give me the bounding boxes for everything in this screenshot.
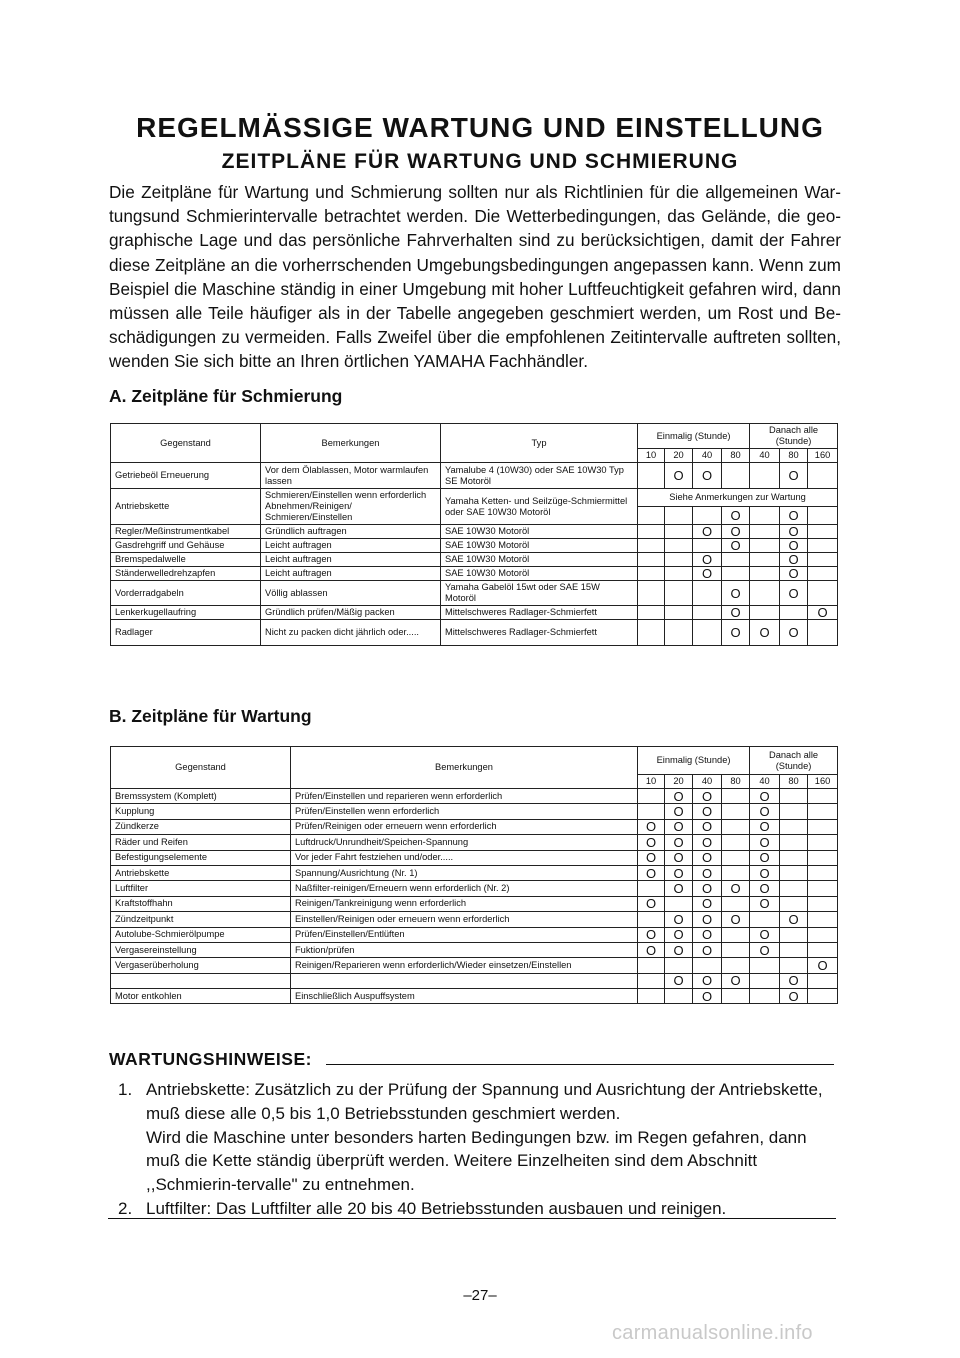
mark-cell xyxy=(665,539,693,553)
item-cell xyxy=(111,973,291,988)
table-row xyxy=(111,804,838,819)
hour-cell: 160 xyxy=(808,449,838,463)
mark-cell xyxy=(722,804,750,819)
mark-cell xyxy=(665,567,693,581)
page-title: REGELMÄSSIGE WARTUNG UND EINSTELLUNG xyxy=(136,112,824,143)
mark-cell xyxy=(808,850,838,865)
mark-cell xyxy=(780,896,808,911)
mark-cell: O xyxy=(665,973,693,988)
hour-cell: 160 xyxy=(808,775,838,789)
mark-cell: O xyxy=(780,463,808,489)
mark-cell xyxy=(693,539,722,553)
lubrication-schedule-table xyxy=(110,423,838,646)
mark-cell xyxy=(665,896,693,911)
table-row xyxy=(111,912,838,927)
mark-cell xyxy=(665,553,693,567)
watermark: carmanualsonline.info xyxy=(612,1322,813,1344)
table-row xyxy=(111,539,838,553)
mark-cell xyxy=(780,881,808,896)
item-cell: Lenkerkugellaufring xyxy=(111,606,261,620)
mark-cell xyxy=(808,912,838,927)
item-cell: Kraftstoffhahn xyxy=(111,896,291,911)
mark-cell xyxy=(780,606,808,620)
mark-cell xyxy=(808,881,838,896)
mark-cell xyxy=(665,989,693,1004)
item-cell: Radlager xyxy=(111,620,261,646)
table-row xyxy=(111,525,838,539)
table-row xyxy=(111,581,838,606)
mark-cell xyxy=(808,539,838,553)
mark-cell xyxy=(808,865,838,880)
table-row xyxy=(111,819,838,834)
mark-cell: O xyxy=(780,989,808,1004)
item-cell: Zündzeitpunkt xyxy=(111,912,291,927)
item-cell: Bremspedalwelle xyxy=(111,553,261,567)
mark-cell xyxy=(780,804,808,819)
mark-cell: O xyxy=(638,927,665,942)
remarks-cell: Leicht auftragen xyxy=(261,553,441,567)
mark-cell: O xyxy=(750,819,780,834)
mark-cell xyxy=(722,553,750,567)
mark-cell xyxy=(808,973,838,988)
mark-cell xyxy=(780,865,808,880)
mark-cell xyxy=(808,463,838,489)
mark-cell: O xyxy=(638,865,665,880)
mark-cell: O xyxy=(722,881,750,896)
mark-cell xyxy=(722,567,750,581)
mark-cell xyxy=(808,942,838,957)
mark-cell xyxy=(638,581,665,606)
item-cell: Bremssystem (Komplett) xyxy=(111,789,291,804)
hour-cell: 80 xyxy=(780,775,808,789)
mark-cell xyxy=(750,507,780,525)
mark-cell xyxy=(750,958,780,973)
mark-cell xyxy=(638,989,665,1004)
type-cell: SAE 10W30 Motoröl xyxy=(441,567,638,581)
header-item: Gegenstand xyxy=(111,747,291,789)
item-cell: Kupplung xyxy=(111,804,291,819)
mark-cell: O xyxy=(780,507,808,525)
type-cell: SAE 10W30 Motoröl xyxy=(441,539,638,553)
type-cell: Yamaha Gabelöl 15wt oder SAE 15W Motoröl xyxy=(441,581,638,606)
type-cell: Yamaha Ketten- und Seilzüge-Schmiermittel oder SAE 10W30 Motoröl xyxy=(441,489,638,525)
mark-cell xyxy=(780,942,808,957)
mark-cell xyxy=(808,620,838,646)
mark-cell xyxy=(665,958,693,973)
table-row xyxy=(111,463,838,489)
mark-cell xyxy=(638,789,665,804)
item-cell: Gasdrehgriff und Gehäuse xyxy=(111,539,261,553)
remarks-cell: Schmieren/Einstellen wenn erforderlich Abnehmen/Reinigen/ Schmieren/Einstellen xyxy=(261,489,441,525)
mark-cell: O xyxy=(665,850,693,865)
mark-cell: O xyxy=(722,581,750,606)
mark-cell: O xyxy=(665,804,693,819)
mark-cell xyxy=(808,553,838,567)
remarks-cell: Leicht auftragen xyxy=(261,539,441,553)
mark-cell xyxy=(808,789,838,804)
mark-cell: O xyxy=(750,789,780,804)
item-cell: Räder und Reifen xyxy=(111,835,291,850)
mark-cell xyxy=(808,581,838,606)
hour-cell: 80 xyxy=(722,775,750,789)
mark-cell: O xyxy=(665,463,693,489)
hour-cell: 20 xyxy=(665,449,693,463)
mark-cell xyxy=(808,567,838,581)
mark-cell xyxy=(638,507,665,525)
mark-cell xyxy=(750,912,780,927)
mark-cell xyxy=(808,927,838,942)
mark-cell xyxy=(638,525,665,539)
table-row xyxy=(111,865,838,880)
mark-cell: O xyxy=(750,620,780,646)
mark-cell xyxy=(693,507,722,525)
note-text-continued: Wird die Maschine unter besonders harten Bedingungen bzw. im Regen gefahren, dann muß die Kette ständig überprüft werden. Weitere Einzelheiten sind dem Abschnitt ,,Schmierin-tervalle" zu entnehmen. xyxy=(146,1127,807,1195)
header-after: Danach alle (Stunde) xyxy=(750,424,838,449)
intro-paragraph: Die Zeitpläne für Wartung und Schmierung sollten nur als Richtlinien für die allgemeinen War-tungsund Schmierintervalle betrachtet werden. Die Wetterbedingungen, das Gelände, die geo-graphische Lage und das persönliche Fahrverhalten sind zu berücksichtigen, damit der Fahrer diese Zeitpläne an die vorherrschenden Umgebungsbedingungen angepassen kann. Wenn zum Beispiel die Maschine ständig in einer Umgebung mit hoher Luftfeuchtigkeit gefahren wird, dann müssen alle Teile häufiger als in der Tabelle angegeben geschmiert werden, um Rost und Be-schädigungen zu vermeiden. Falls Zweifel über die empfohlenen Zeitintervalle auftreten sollten, wenden Sie sich bitte an Ihren örtlichen YAMAHA Fachhändler. xyxy=(109,182,841,372)
mark-cell: O xyxy=(693,850,722,865)
hour-cell: 40 xyxy=(693,775,722,789)
mark-cell: O xyxy=(693,927,722,942)
note-text: Antriebskette: Zusätzlich zu der Prüfung der Spannung und Ausrichtung der Antriebskette, muß diese alle 0,5 bis 1,0 Betriebsstunden geschmiert werden. xyxy=(146,1080,823,1123)
mark-cell xyxy=(722,850,750,865)
hour-cell: 40 xyxy=(750,775,780,789)
mark-cell: O xyxy=(780,973,808,988)
mark-cell xyxy=(750,581,780,606)
mark-cell: O xyxy=(722,525,750,539)
table-row xyxy=(111,789,838,804)
type-cell: Mittelschweres Radlager-Schmierfett xyxy=(441,606,638,620)
note-text: Luftfilter: Das Luftfilter alle 20 bis 40 Betriebsstunden ausbauen und reinigen. xyxy=(146,1198,727,1218)
mark-cell: O xyxy=(693,881,722,896)
hour-cell: 10 xyxy=(638,775,665,789)
maintenance-notes xyxy=(118,1078,838,1221)
table-row xyxy=(111,567,838,581)
mark-cell: O xyxy=(665,942,693,957)
remarks-cell: Prüfen/Einstellen wenn erforderlich xyxy=(291,804,638,819)
mark-cell xyxy=(722,865,750,880)
mark-cell: O xyxy=(750,896,780,911)
mark-cell xyxy=(808,835,838,850)
mark-cell xyxy=(808,525,838,539)
notes-heading: WARTUNGSHINWEISE: xyxy=(109,1049,312,1069)
mark-cell: O xyxy=(780,912,808,927)
mark-cell: O xyxy=(693,896,722,911)
mark-cell xyxy=(638,606,665,620)
mark-cell xyxy=(638,620,665,646)
item-cell: Motor entkohlen xyxy=(111,989,291,1004)
hour-cell: 40 xyxy=(750,449,780,463)
remarks-cell: Einstellen/Reinigen oder erneuern wenn erforderlich xyxy=(291,912,638,927)
item-cell: Regler/Meßinstrumentkabel xyxy=(111,525,261,539)
mark-cell xyxy=(750,553,780,567)
hour-cell: 40 xyxy=(693,449,722,463)
type-cell: SAE 10W30 Motoröl xyxy=(441,553,638,567)
table-row xyxy=(111,606,838,620)
mark-cell xyxy=(750,463,780,489)
mark-cell: O xyxy=(750,850,780,865)
mark-cell: O xyxy=(780,539,808,553)
mark-cell: O xyxy=(808,958,838,973)
type-cell: Yamalube 4 (10W30) oder SAE 10W30 Typ SE Motoröl xyxy=(441,463,638,489)
mark-cell xyxy=(722,958,750,973)
type-cell: SAE 10W30 Motoröl xyxy=(441,525,638,539)
mark-cell: O xyxy=(693,567,722,581)
mark-cell: O xyxy=(750,881,780,896)
mark-cell xyxy=(665,606,693,620)
mark-cell: O xyxy=(750,835,780,850)
mark-cell: O xyxy=(693,912,722,927)
mark-cell xyxy=(638,912,665,927)
mark-cell: O xyxy=(750,927,780,942)
item-cell: Luftfilter xyxy=(111,881,291,896)
mark-cell xyxy=(722,896,750,911)
mark-cell: O xyxy=(780,525,808,539)
mark-cell xyxy=(722,819,750,834)
table-row xyxy=(111,553,838,567)
item-cell: Vergaserüberholung xyxy=(111,958,291,973)
mark-cell: O xyxy=(665,819,693,834)
mark-cell xyxy=(750,525,780,539)
mark-cell xyxy=(693,606,722,620)
mark-cell xyxy=(693,581,722,606)
mark-cell: O xyxy=(780,567,808,581)
remarks-cell: Prüfen/Reinigen oder erneuern wenn erforderlich xyxy=(291,819,638,834)
remarks-cell: Vor jeder Fahrt festziehen und/oder..... xyxy=(291,850,638,865)
bottom-rule xyxy=(108,1218,836,1219)
span-note-cell: Siehe Anmerkungen zur Wartung xyxy=(638,489,838,507)
mark-cell xyxy=(638,804,665,819)
table-row xyxy=(111,850,838,865)
mark-cell: O xyxy=(665,881,693,896)
mark-cell: O xyxy=(722,507,750,525)
notes-rule xyxy=(326,1064,834,1065)
table-row xyxy=(111,942,838,957)
item-cell: Antriebskette xyxy=(111,489,261,525)
item-cell: Vergasereinstellung xyxy=(111,942,291,957)
mark-cell: O xyxy=(808,606,838,620)
mark-cell: O xyxy=(638,819,665,834)
remarks-cell: Nicht zu packen dicht jährlich oder..... xyxy=(261,620,441,646)
mark-cell xyxy=(808,989,838,1004)
mark-cell xyxy=(808,507,838,525)
header-remarks: Bemerkungen xyxy=(291,747,638,789)
mark-cell xyxy=(722,927,750,942)
note-item xyxy=(118,1078,838,1197)
mark-cell: O xyxy=(693,865,722,880)
table-row xyxy=(111,835,838,850)
mark-cell xyxy=(722,789,750,804)
mark-cell xyxy=(808,804,838,819)
mark-cell: O xyxy=(750,942,780,957)
mark-cell xyxy=(722,989,750,1004)
mark-cell xyxy=(638,881,665,896)
mark-cell xyxy=(780,927,808,942)
mark-cell xyxy=(638,539,665,553)
mark-cell xyxy=(638,553,665,567)
mark-cell xyxy=(693,958,722,973)
mark-cell: O xyxy=(638,850,665,865)
remarks-cell: Spannung/Ausrichtung (Nr. 1) xyxy=(291,865,638,880)
table-row xyxy=(111,958,838,973)
section-b-heading: B. Zeitpläne für Wartung xyxy=(109,706,312,726)
header-after: Danach alle (Stunde) xyxy=(750,747,838,775)
remarks-cell: Völlig ablassen xyxy=(261,581,441,606)
mark-cell: O xyxy=(665,789,693,804)
item-cell: Ständerwelledrehzapfen xyxy=(111,567,261,581)
mark-cell: O xyxy=(780,553,808,567)
mark-cell: O xyxy=(780,620,808,646)
mark-cell: O xyxy=(693,525,722,539)
remarks-cell: Reinigen/Reparieren wenn erforderlich/Wieder einsetzen/Einstellen xyxy=(291,958,638,973)
mark-cell xyxy=(722,463,750,489)
mark-cell: O xyxy=(693,789,722,804)
mark-cell: O xyxy=(722,620,750,646)
item-cell: Getriebeöl Erneuerung xyxy=(111,463,261,489)
mark-cell xyxy=(722,942,750,957)
remarks-cell: Einschließlich Auspuffsystem xyxy=(291,989,638,1004)
mark-cell xyxy=(665,620,693,646)
mark-cell xyxy=(750,539,780,553)
section-a-heading: A. Zeitpläne für Schmierung xyxy=(109,386,343,406)
page-subtitle: ZEITPLÄNE FÜR WARTUNG UND SCHMIERUNG xyxy=(221,150,739,173)
table-row xyxy=(111,927,838,942)
mark-cell xyxy=(780,958,808,973)
header-once: Einmalig (Stunde) xyxy=(638,747,750,775)
mark-cell xyxy=(750,567,780,581)
mark-cell: O xyxy=(665,912,693,927)
item-cell: Autolube-Schmierölpumpe xyxy=(111,927,291,942)
table-row xyxy=(111,489,838,507)
mark-cell: O xyxy=(638,896,665,911)
mark-cell xyxy=(693,620,722,646)
remarks-cell: Fuktion/prüfen xyxy=(291,942,638,957)
mark-cell xyxy=(665,507,693,525)
item-cell: Befestigungselemente xyxy=(111,850,291,865)
remarks-cell: Luftdruck/Unrundheit/Speichen-Spannung xyxy=(291,835,638,850)
table-row xyxy=(111,973,838,988)
mark-cell xyxy=(808,896,838,911)
remarks-cell xyxy=(291,973,638,988)
mark-cell: O xyxy=(693,989,722,1004)
header-once: Einmalig (Stunde) xyxy=(638,424,750,449)
mark-cell: O xyxy=(693,973,722,988)
table-row xyxy=(111,881,838,896)
hour-cell: 80 xyxy=(780,449,808,463)
note-number: 1. xyxy=(118,1080,133,1099)
mark-cell xyxy=(638,567,665,581)
header-remarks: Bemerkungen xyxy=(261,424,441,463)
mark-cell: O xyxy=(665,835,693,850)
mark-cell: O xyxy=(638,835,665,850)
page-number: –27– xyxy=(463,1287,497,1304)
type-cell: Mittelschweres Radlager-Schmierfett xyxy=(441,620,638,646)
mark-cell xyxy=(750,973,780,988)
mark-cell: O xyxy=(693,942,722,957)
hour-cell: 10 xyxy=(638,449,665,463)
remarks-cell: Vor dem Ölablassen, Motor warmlaufen lassen xyxy=(261,463,441,489)
mark-cell xyxy=(780,819,808,834)
remarks-cell: Prüfen/Einstellen/Entlüften xyxy=(291,927,638,942)
item-cell: Zündkerze xyxy=(111,819,291,834)
mark-cell xyxy=(780,850,808,865)
hour-cell: 20 xyxy=(665,775,693,789)
mark-cell xyxy=(780,835,808,850)
mark-cell: O xyxy=(722,973,750,988)
remarks-cell: Gründlich prüfen/Mäßig packen xyxy=(261,606,441,620)
remarks-cell: Gründlich auftragen xyxy=(261,525,441,539)
mark-cell: O xyxy=(750,804,780,819)
mark-cell xyxy=(722,835,750,850)
remarks-cell: Naßfilter-reinigen/Erneuern wenn erforderlich (Nr. 2) xyxy=(291,881,638,896)
maintenance-schedule-table xyxy=(110,746,838,1004)
note-number: 2. xyxy=(118,1198,133,1218)
header-type: Typ xyxy=(441,424,638,463)
mark-cell: O xyxy=(750,865,780,880)
mark-cell: O xyxy=(722,606,750,620)
hour-cell: 80 xyxy=(722,449,750,463)
remarks-cell: Reinigen/Tankreinigung wenn erforderlich xyxy=(291,896,638,911)
mark-cell xyxy=(638,973,665,988)
remarks-cell: Leicht auftragen xyxy=(261,567,441,581)
mark-cell: O xyxy=(693,819,722,834)
mark-cell: O xyxy=(665,927,693,942)
item-cell: Antriebskette xyxy=(111,865,291,880)
table-row xyxy=(111,620,838,646)
mark-cell xyxy=(665,581,693,606)
mark-cell xyxy=(665,525,693,539)
table-row xyxy=(111,989,838,1004)
mark-cell xyxy=(638,958,665,973)
remarks-cell: Prüfen/Einstellen und reparieren wenn erforderlich xyxy=(291,789,638,804)
mark-cell xyxy=(638,463,665,489)
mark-cell: O xyxy=(722,912,750,927)
mark-cell xyxy=(808,819,838,834)
mark-cell xyxy=(780,789,808,804)
mark-cell xyxy=(750,989,780,1004)
mark-cell: O xyxy=(638,942,665,957)
mark-cell: O xyxy=(693,804,722,819)
mark-cell: O xyxy=(665,865,693,880)
table-row xyxy=(111,896,838,911)
mark-cell: O xyxy=(693,835,722,850)
mark-cell: O xyxy=(693,463,722,489)
mark-cell: O xyxy=(693,553,722,567)
header-item: Gegenstand xyxy=(111,424,261,463)
mark-cell xyxy=(750,606,780,620)
mark-cell: O xyxy=(780,581,808,606)
mark-cell: O xyxy=(722,539,750,553)
item-cell: Vorderradgabeln xyxy=(111,581,261,606)
